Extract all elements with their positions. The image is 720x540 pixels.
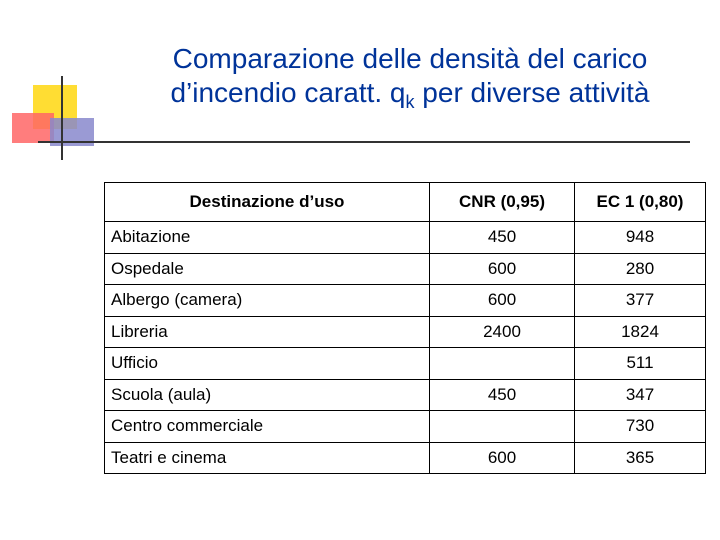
row-use: Abitazione bbox=[105, 222, 430, 254]
row-ec1: 377 bbox=[575, 285, 706, 317]
title-line-2 bbox=[110, 76, 710, 113]
decorative-logo bbox=[0, 0, 110, 170]
slide-title bbox=[110, 42, 710, 113]
row-ec1: 730 bbox=[575, 411, 706, 443]
row-use: Ospedale bbox=[105, 253, 430, 285]
table-row bbox=[105, 253, 706, 285]
table-header-row bbox=[105, 183, 706, 222]
header-cnr: CNR (0,95) bbox=[430, 183, 575, 222]
table-row bbox=[105, 411, 706, 443]
table-row bbox=[105, 348, 706, 380]
row-cnr: 600 bbox=[430, 285, 575, 317]
deco-red-square bbox=[12, 113, 54, 143]
table-row bbox=[105, 379, 706, 411]
title-subscript: k bbox=[405, 92, 415, 112]
row-cnr bbox=[430, 411, 575, 443]
row-cnr bbox=[430, 348, 575, 380]
row-use: Libreria bbox=[105, 316, 430, 348]
row-use: Centro commerciale bbox=[105, 411, 430, 443]
header-underline bbox=[38, 141, 690, 143]
table-row bbox=[105, 285, 706, 317]
header-destinazione: Destinazione d’uso bbox=[189, 192, 345, 211]
row-use: Teatri e cinema bbox=[105, 442, 430, 474]
title-line-1: Comparazione delle densità del carico bbox=[172, 43, 648, 74]
row-ec1: 511 bbox=[575, 348, 706, 380]
table-row bbox=[105, 442, 706, 474]
table-row bbox=[105, 316, 706, 348]
header-ec1: EC 1 (0,80) bbox=[575, 183, 706, 222]
row-use: Ufficio bbox=[105, 348, 430, 380]
row-use: Albergo (camera) bbox=[105, 285, 430, 317]
title-line-2-suffix: per diverse attività bbox=[414, 77, 650, 108]
row-cnr: 2400 bbox=[430, 316, 575, 348]
row-use: Scuola (aula) bbox=[105, 379, 430, 411]
row-cnr: 450 bbox=[430, 379, 575, 411]
row-cnr: 600 bbox=[430, 442, 575, 474]
row-ec1: 347 bbox=[575, 379, 706, 411]
row-ec1: 948 bbox=[575, 222, 706, 254]
row-cnr: 600 bbox=[430, 253, 575, 285]
row-cnr: 450 bbox=[430, 222, 575, 254]
title-line-2-prefix: d’incendio caratt. q bbox=[170, 77, 406, 108]
fire-load-table bbox=[104, 182, 706, 474]
row-ec1: 365 bbox=[575, 442, 706, 474]
row-ec1: 280 bbox=[575, 253, 706, 285]
table-row bbox=[105, 222, 706, 254]
row-ec1: 1824 bbox=[575, 316, 706, 348]
